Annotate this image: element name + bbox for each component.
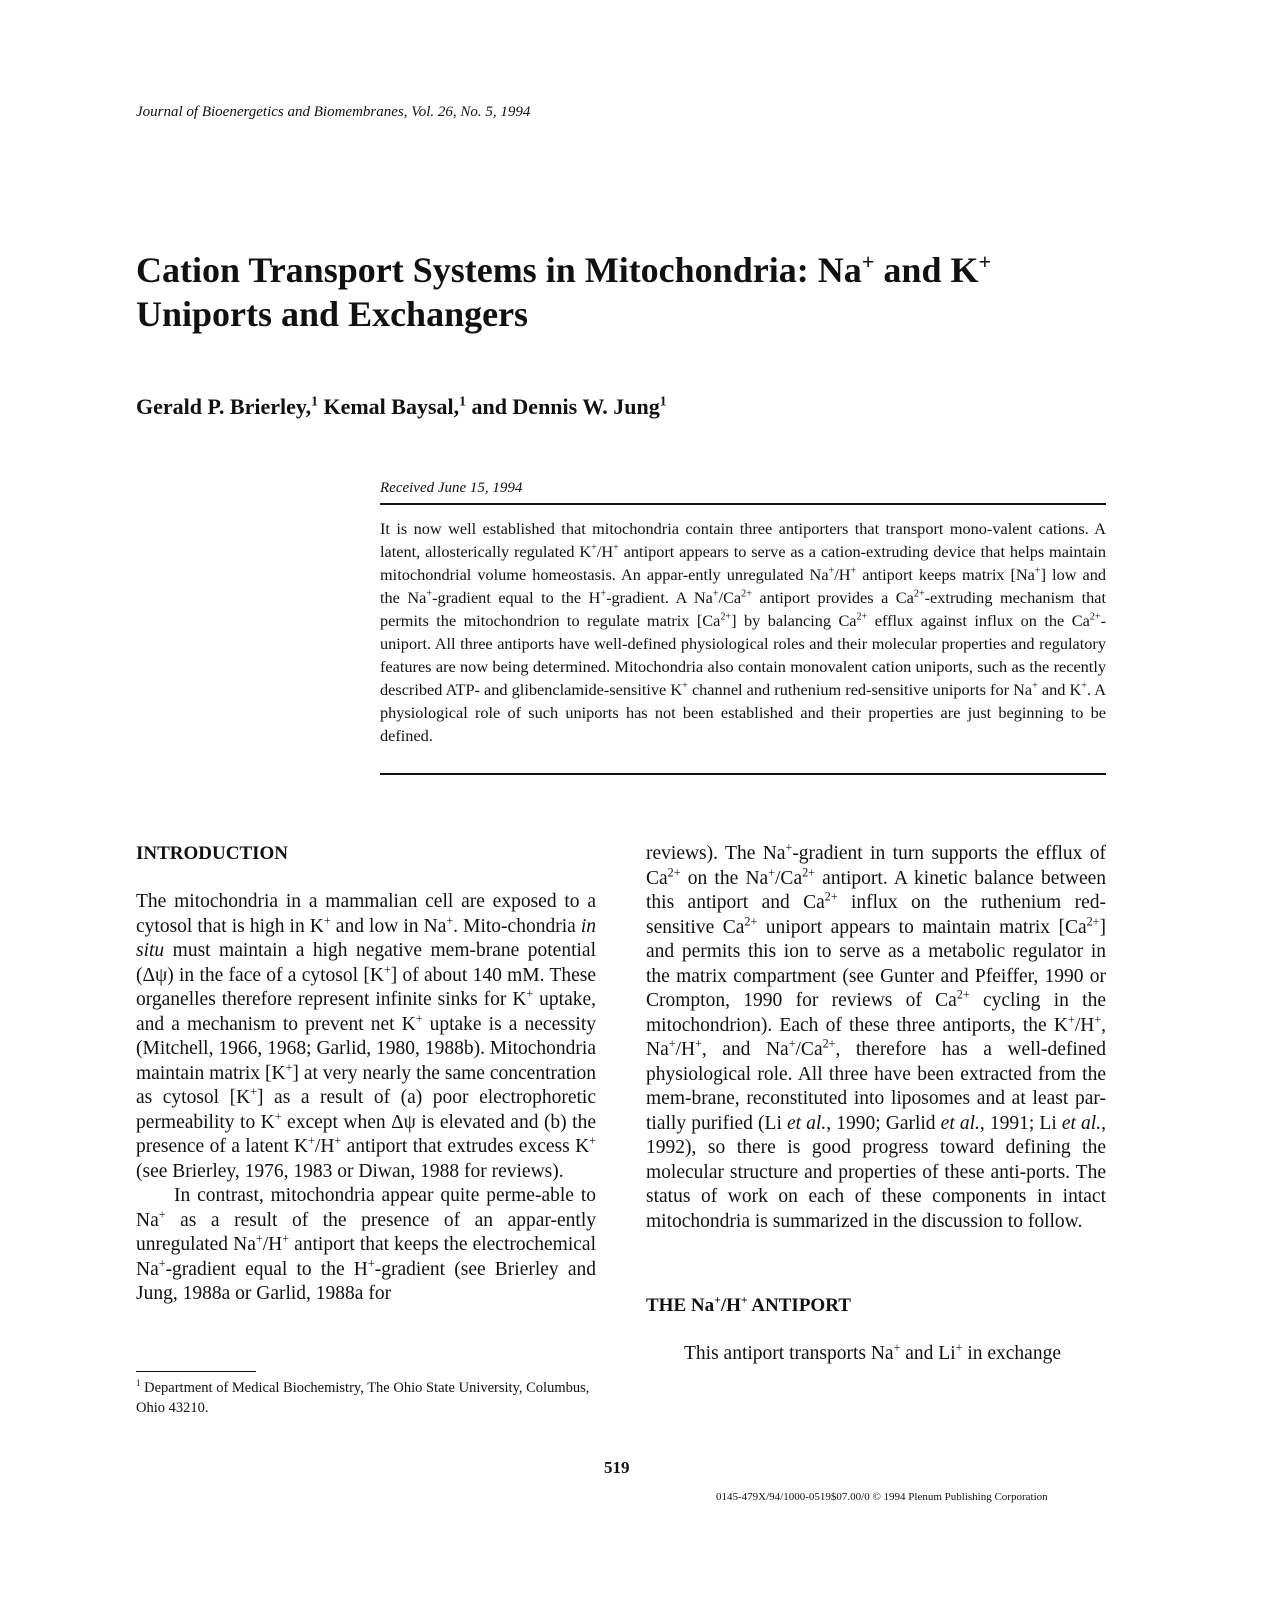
text-run: uniport appears to maintain matrix [Ca bbox=[757, 916, 1087, 938]
superscript: + bbox=[415, 1011, 423, 1025]
superscript: + bbox=[613, 542, 619, 554]
text-run: /H bbox=[596, 542, 614, 561]
text-run: ] as a result of (a) poor electrophoretic permeability to K bbox=[136, 1087, 597, 1133]
title-line1-text: Cation Transport Systems in Mitochondria: Na bbox=[136, 250, 862, 290]
text-run: antiport keeps matrix [Na bbox=[856, 565, 1035, 584]
superscript: + bbox=[282, 1231, 289, 1246]
text-run: /H bbox=[314, 1136, 335, 1157]
title-line2-text: Uniports and Exchangers bbox=[136, 294, 529, 334]
author-name: Gerald P. Brierley, bbox=[136, 394, 312, 419]
text-run: It is now well established that mitochondria contain three antiporters that transport mono-valent cations. A latent, allosterically regulated K bbox=[380, 519, 1106, 561]
text-run: -gradient equal to the H bbox=[165, 1258, 368, 1280]
page-number: 519 bbox=[604, 1458, 630, 1477]
text-run: -gradient in turn supports the efflux of Ca bbox=[646, 843, 1106, 889]
italic-text: et al. bbox=[1061, 1112, 1102, 1134]
superscript: + bbox=[158, 1256, 166, 1270]
affiliation-mark: 1 bbox=[459, 393, 466, 409]
superscript: 2+ bbox=[824, 889, 838, 904]
superscript: + bbox=[850, 565, 857, 577]
text-run: -gradient. A Na bbox=[606, 588, 713, 607]
text-run: -extruding mechanism that permits the mitochondrion to regulate matrix [Ca bbox=[380, 588, 1106, 630]
superscript: + bbox=[1032, 680, 1038, 692]
superscript: 2+ bbox=[856, 611, 868, 623]
superscript: 2+ bbox=[720, 611, 732, 623]
italic-text: et al. bbox=[940, 1112, 980, 1134]
text-run: in exchange bbox=[962, 1343, 1061, 1364]
text-run: /Ca bbox=[775, 867, 803, 889]
heading-superscript: + bbox=[740, 1293, 748, 1307]
text-run: /H bbox=[262, 1234, 283, 1255]
superscript: + bbox=[158, 1207, 166, 1221]
author-name: and Dennis W. Jung bbox=[465, 394, 660, 419]
superscript: + bbox=[446, 913, 454, 927]
text-run: ] at very nearly the same concentration as cytosol [K bbox=[136, 1062, 596, 1108]
superscript: + bbox=[1081, 680, 1087, 692]
text-run: -uniport. All three antiports have well-defined physiological roles and their molecular properties and regulatory features are now being determined. Mitochondria also contain monovalent cation uniports, such as the recently described ATP- and glibenclamide-sensitive K bbox=[380, 611, 1106, 699]
superscript: + bbox=[1034, 565, 1041, 577]
superscript: + bbox=[274, 1109, 282, 1123]
text-run: /Ca bbox=[718, 588, 742, 607]
text-run: In contrast, mitochondria appear quite perme-able to Na bbox=[136, 1185, 596, 1231]
text-run: except when Δψ is elevated and (b) the presence of a latent K bbox=[136, 1111, 596, 1157]
text-run: , Na bbox=[646, 1014, 1106, 1060]
superscript: 2+ bbox=[1089, 611, 1101, 623]
text-run: ] low and the Na bbox=[380, 565, 1106, 607]
superscript: 2+ bbox=[1086, 914, 1100, 928]
text-run: antiport appears to serve as a cation-extruding device that helps maintain mitochondrial volume homeostasis. An appar-ently unregulated Na bbox=[380, 542, 1106, 584]
superscript: + bbox=[367, 1256, 375, 1270]
article-title bbox=[136, 248, 1136, 336]
text-run: -gradient equal to the H bbox=[432, 588, 601, 607]
text-run: and Li bbox=[900, 1343, 956, 1364]
superscript: + bbox=[426, 588, 433, 600]
text-run: on the Na bbox=[680, 867, 769, 889]
text-run: uptake, and a mechanism to prevent net K bbox=[136, 989, 596, 1035]
superscript: + bbox=[285, 1060, 293, 1074]
text-run: reviews). The Na bbox=[646, 843, 786, 864]
superscript: + bbox=[589, 1133, 596, 1148]
footnote-text: Department of Medical Biochemistry, The Ohio State University, Columbus, Ohio 43210. bbox=[136, 1380, 590, 1416]
text-run: efflux against influx on the Ca bbox=[867, 611, 1090, 630]
italic-text: et al. bbox=[786, 1112, 827, 1134]
superscript: + bbox=[591, 542, 597, 554]
superscript: 2+ bbox=[802, 865, 815, 879]
text-run: cycling in the mitochondrion). Each of these three antiports, the K bbox=[646, 990, 1106, 1036]
text-run: influx on the ruthenium red-sensitive Ca bbox=[646, 892, 1106, 938]
text-run: antiport that extrudes excess K bbox=[341, 1136, 590, 1157]
heading-text: THE Na bbox=[646, 1295, 715, 1316]
text-run: (see Brierley, 1976, 1983 or Diwan, 1988 for reviews). bbox=[136, 1160, 564, 1182]
text-run: /H bbox=[834, 565, 851, 584]
superscript: 2+ bbox=[667, 865, 681, 879]
received-date: Received June 15, 1994 bbox=[380, 480, 523, 496]
superscript: + bbox=[383, 962, 391, 976]
superscript: + bbox=[526, 986, 534, 1001]
body-paragraph bbox=[136, 890, 596, 1184]
superscript: + bbox=[334, 1133, 342, 1148]
text-run: antiport that keeps the electrochemical Na bbox=[136, 1234, 596, 1280]
text-run: must maintain a high negative mem-brane potential (Δψ) in the face of a cytosol [K bbox=[136, 940, 596, 986]
footnote-mark: 1 bbox=[136, 1378, 141, 1389]
superscript: + bbox=[695, 1036, 702, 1051]
body-paragraph bbox=[646, 1342, 1106, 1367]
abstract bbox=[380, 517, 1106, 747]
heading-text: /H bbox=[720, 1295, 741, 1316]
author-name: Kemal Baysal, bbox=[317, 394, 460, 419]
right-column bbox=[646, 842, 1106, 1367]
text-run: . A physiological role of such uniports has not been established and their properties are just beginning to be defined. bbox=[380, 680, 1107, 745]
superscript: + bbox=[682, 680, 688, 692]
text-run: uptake is a necessity (Mitchell, 1966, 1968; Garlid, 1980, 1988b). Mitochondria maintain matrix [K bbox=[136, 1013, 596, 1084]
text-run: , and Na bbox=[701, 1039, 789, 1060]
text-run: This antiport transports Na bbox=[684, 1343, 894, 1364]
superscript: + bbox=[1094, 1012, 1102, 1026]
footnote-rule bbox=[136, 1371, 256, 1372]
superscript: + bbox=[308, 1133, 315, 1148]
affiliation-mark: 1 bbox=[659, 393, 667, 409]
superscript: + bbox=[893, 1340, 901, 1355]
text-run: , therefore has a well-defined physiological role. All three have been extracted from the mem-brane, reconstituted into liposomes and at least par-tially purified (Li bbox=[646, 1039, 1106, 1134]
heading-text: ANTIPORT bbox=[747, 1295, 851, 1316]
superscript: 2+ bbox=[744, 914, 758, 928]
superscript: + bbox=[323, 913, 331, 927]
text-run: ] and permits this ion to serve as a metabolic regulator in the matrix compartment (see Gunter and Pfeiffer, 1990 or Crompton, 1990 for reviews of Ca bbox=[646, 916, 1106, 1011]
text-run: antiport. A kinetic balance between this antiport and Ca bbox=[646, 867, 1106, 913]
text-run: . Mito-chondria bbox=[453, 915, 581, 937]
affiliation-mark: 1 bbox=[311, 393, 318, 409]
superscript: + bbox=[785, 840, 793, 855]
text-run: /H bbox=[1074, 1014, 1095, 1036]
text-run: , 1991; Li bbox=[979, 1112, 1062, 1134]
text-run: ] by balancing Ca bbox=[731, 611, 857, 630]
section-heading-na-h-antiport bbox=[646, 1294, 1106, 1318]
body-paragraph bbox=[136, 1184, 596, 1307]
journal-citation: Journal of Bioenergetics and Biomembranes, Vol. 26, No. 5, 1994 bbox=[136, 104, 531, 120]
text-run: antiport provides a Ca bbox=[751, 588, 914, 607]
text-run: , 1990; Garlid bbox=[826, 1112, 941, 1134]
italic-text: in situ bbox=[136, 915, 597, 961]
copyright-line: 0145-479X/94/1000-0519$07.00/0 © 1994 Plenum Publishing Corporation bbox=[716, 1491, 1048, 1503]
superscript: 2+ bbox=[956, 987, 970, 1002]
text-run: channel and ruthenium red-sensitive uniports for Na bbox=[687, 680, 1033, 699]
text-run: as a result of the presence of an appar-ently unregulated Na bbox=[136, 1209, 596, 1255]
superscript: 2+ bbox=[913, 588, 925, 600]
abstract-paragraph bbox=[380, 517, 1106, 747]
text-run: , 1992), so there is good progress toward defining the molecular structure and properties of these anti-ports. The status of work on each of these components in intact mitochondria is summarized in the discussion to follow. bbox=[646, 1112, 1106, 1232]
text-run: and K bbox=[1037, 680, 1082, 699]
superscript: + bbox=[250, 1084, 258, 1099]
superscript: + bbox=[788, 1036, 796, 1051]
text-run: The mitochondria in a mammalian cell are exposed to a cytosol that is high in K bbox=[136, 891, 596, 937]
superscript: 2+ bbox=[741, 588, 752, 600]
abstract-top-rule bbox=[380, 503, 1106, 505]
superscript: + bbox=[255, 1231, 263, 1246]
superscript: + bbox=[1068, 1012, 1075, 1026]
left-column bbox=[136, 842, 596, 1307]
text-run: /Ca bbox=[795, 1039, 823, 1060]
section-heading-introduction: INTRODUCTION bbox=[136, 843, 289, 864]
text-run: and low in Na bbox=[330, 915, 447, 937]
title-line1-mid: and K bbox=[874, 250, 979, 290]
text-run: ] of about 140 mM. These organelles therefore represent infinite sinks for K bbox=[136, 964, 596, 1010]
superscript: + bbox=[828, 565, 835, 577]
superscript: 2+ bbox=[822, 1036, 836, 1051]
superscript: + bbox=[712, 588, 719, 600]
superscript: + bbox=[668, 1036, 676, 1051]
author-list bbox=[136, 394, 667, 420]
body-paragraph bbox=[646, 842, 1106, 1234]
title-superscript: + bbox=[861, 249, 875, 274]
footnote bbox=[136, 1378, 596, 1418]
text-run: -gradient (see Brierley and Jung, 1988a or Garlid, 1988a for bbox=[136, 1258, 596, 1304]
superscript: + bbox=[600, 588, 607, 600]
superscript: + bbox=[768, 865, 776, 879]
superscript: + bbox=[955, 1340, 963, 1355]
abstract-bottom-rule bbox=[380, 773, 1106, 775]
title-superscript: + bbox=[978, 249, 992, 274]
heading-superscript: + bbox=[714, 1293, 721, 1307]
text-run: /H bbox=[675, 1039, 696, 1060]
